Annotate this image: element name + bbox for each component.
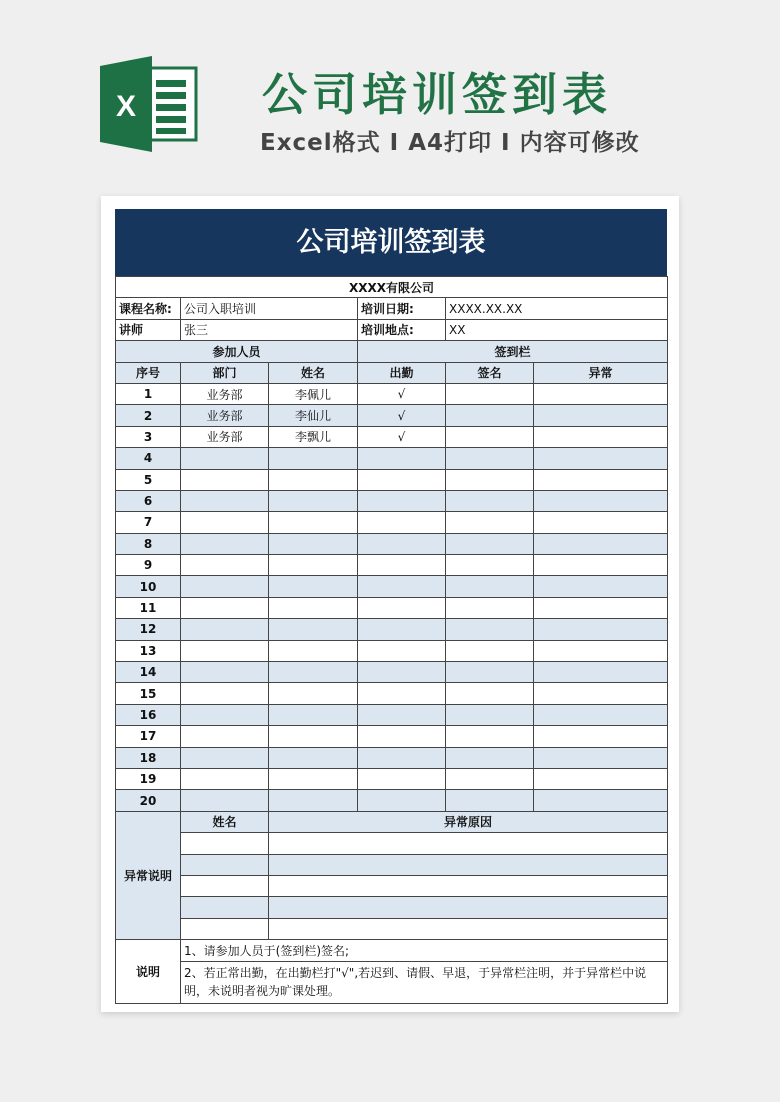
cell[interactable]: [358, 597, 446, 618]
cell[interactable]: 李飘儿: [269, 426, 358, 447]
cell[interactable]: [181, 490, 269, 511]
cell[interactable]: [446, 790, 534, 811]
cell[interactable]: [269, 448, 358, 469]
cell[interactable]: [534, 747, 668, 768]
cell[interactable]: [534, 533, 668, 554]
cell[interactable]: [181, 469, 269, 490]
anomaly-row: [116, 897, 668, 918]
cell[interactable]: [269, 662, 358, 683]
cell[interactable]: [269, 747, 358, 768]
anomaly-name-cell[interactable]: [181, 833, 269, 854]
anomaly-row: [116, 854, 668, 875]
table-row: [116, 469, 668, 490]
cell[interactable]: [358, 640, 446, 661]
cell[interactable]: [534, 576, 668, 597]
cell[interactable]: 业务部: [181, 426, 269, 447]
cell[interactable]: [446, 747, 534, 768]
sheet-title: 公司培训签到表: [115, 209, 667, 276]
cell: 2: [116, 405, 181, 426]
cell[interactable]: [181, 768, 269, 789]
cell[interactable]: [181, 683, 269, 704]
cell[interactable]: [446, 533, 534, 554]
place-label: 培训地点:: [358, 319, 446, 340]
cell[interactable]: [269, 619, 358, 640]
cell[interactable]: [446, 555, 534, 576]
cell: 17: [116, 726, 181, 747]
anomaly-reason-cell[interactable]: [269, 897, 668, 918]
cell[interactable]: [269, 533, 358, 554]
table-row: [116, 640, 668, 661]
lecturer-label: 讲师: [116, 319, 181, 340]
cell[interactable]: [446, 490, 534, 511]
svg-text:X: X: [115, 90, 137, 123]
cell[interactable]: [446, 469, 534, 490]
cell[interactable]: [269, 555, 358, 576]
cell[interactable]: [446, 768, 534, 789]
cell[interactable]: [446, 448, 534, 469]
cell[interactable]: [534, 726, 668, 747]
cell[interactable]: [269, 490, 358, 511]
cell[interactable]: [534, 640, 668, 661]
table-row: [116, 683, 668, 704]
cell[interactable]: [181, 726, 269, 747]
cell[interactable]: [534, 790, 668, 811]
cell[interactable]: [269, 790, 358, 811]
cell[interactable]: [446, 704, 534, 725]
cell[interactable]: [534, 555, 668, 576]
cell[interactable]: [358, 490, 446, 511]
cell[interactable]: [269, 640, 358, 661]
cell: 7: [116, 512, 181, 533]
cell: 19: [116, 768, 181, 789]
note-1: 1、请参加人员于(签到栏)签名;: [181, 940, 668, 961]
table-row: [116, 704, 668, 725]
cell[interactable]: [358, 448, 446, 469]
table-row: [116, 448, 668, 469]
cell: 3: [116, 426, 181, 447]
cell[interactable]: [534, 426, 668, 447]
cell[interactable]: [446, 619, 534, 640]
cell[interactable]: [534, 597, 668, 618]
cell[interactable]: 李仙儿: [269, 405, 358, 426]
cell[interactable]: [181, 533, 269, 554]
cell[interactable]: [269, 704, 358, 725]
page-title: 公司培训签到表: [262, 68, 613, 121]
cell[interactable]: [446, 512, 534, 533]
cell[interactable]: [181, 555, 269, 576]
cell[interactable]: [358, 747, 446, 768]
excel-icon: [100, 56, 200, 152]
anomaly-reason-header: 异常原因: [269, 811, 668, 832]
cell: 9: [116, 555, 181, 576]
cell: 4: [116, 448, 181, 469]
table-row: [116, 490, 668, 511]
anomaly-name-cell[interactable]: [181, 854, 269, 875]
cell[interactable]: [181, 704, 269, 725]
cell[interactable]: [181, 662, 269, 683]
date-label: 培训日期:: [358, 298, 446, 319]
cell[interactable]: [181, 597, 269, 618]
cell[interactable]: [358, 576, 446, 597]
table-row: [116, 576, 668, 597]
cell[interactable]: [358, 512, 446, 533]
anomaly-reason-cell[interactable]: [269, 833, 668, 854]
cell[interactable]: √: [358, 405, 446, 426]
cell: 6: [116, 490, 181, 511]
cell[interactable]: [181, 448, 269, 469]
column-header: 出勤: [358, 362, 446, 383]
cell[interactable]: [534, 448, 668, 469]
column-header: 部门: [181, 362, 269, 383]
cell[interactable]: [534, 619, 668, 640]
cell[interactable]: [269, 576, 358, 597]
cell[interactable]: [269, 512, 358, 533]
anomaly-name-cell[interactable]: [181, 875, 269, 896]
cell[interactable]: [446, 426, 534, 447]
notes-label: 说明: [116, 940, 181, 1003]
cell[interactable]: [181, 790, 269, 811]
cell[interactable]: [534, 662, 668, 683]
cell[interactable]: [358, 790, 446, 811]
table-row: [116, 426, 668, 447]
column-header: 异常: [534, 362, 668, 383]
section-participants: 参加人员: [116, 341, 358, 362]
cell[interactable]: [534, 512, 668, 533]
cell[interactable]: [269, 768, 358, 789]
signin-table: [115, 276, 668, 1004]
anomaly-label: 异常说明: [116, 811, 181, 939]
anomaly-name-cell[interactable]: [181, 918, 269, 939]
cell[interactable]: [181, 512, 269, 533]
cell: 20: [116, 790, 181, 811]
cell[interactable]: [446, 383, 534, 404]
cell[interactable]: [534, 704, 668, 725]
cell[interactable]: [534, 683, 668, 704]
table-row: [116, 768, 668, 789]
cell[interactable]: [446, 640, 534, 661]
cell[interactable]: [181, 747, 269, 768]
cell[interactable]: [446, 662, 534, 683]
anomaly-reason-cell[interactable]: [269, 918, 668, 939]
table-row: [116, 533, 668, 554]
cell[interactable]: [181, 619, 269, 640]
table-row: [116, 405, 668, 426]
cell[interactable]: [534, 768, 668, 789]
cell: 5: [116, 469, 181, 490]
anomaly-row: [116, 918, 668, 939]
page-subtitle: Excel格式 I A4打印 I 内容可修改: [260, 130, 640, 156]
cell[interactable]: [358, 726, 446, 747]
place-value[interactable]: XX: [446, 319, 668, 340]
cell: 8: [116, 533, 181, 554]
table-row: [116, 790, 668, 811]
anomaly-name-cell[interactable]: [181, 897, 269, 918]
cell[interactable]: [446, 726, 534, 747]
table-row: [116, 619, 668, 640]
anomaly-row: [116, 833, 668, 854]
cell: 1: [116, 383, 181, 404]
table-row: [116, 726, 668, 747]
table-row: [116, 597, 668, 618]
cell[interactable]: [358, 683, 446, 704]
lecturer-value[interactable]: 张三: [181, 319, 358, 340]
note-2: 2、若正常出勤，在出勤栏打"√",若迟到、请假、早退，于异常栏注明，并于异常栏中说明，未说明者视为旷课处理。: [181, 961, 668, 1003]
cell[interactable]: √: [358, 383, 446, 404]
table-row: [116, 747, 668, 768]
cell[interactable]: [358, 619, 446, 640]
course-value[interactable]: 公司入职培训: [181, 298, 358, 319]
table-row: [116, 662, 668, 683]
anomaly-row: [116, 875, 668, 896]
cell[interactable]: [534, 490, 668, 511]
cell[interactable]: [269, 683, 358, 704]
cell: 11: [116, 597, 181, 618]
column-header: 签名: [446, 362, 534, 383]
column-header: 序号: [116, 362, 181, 383]
cell: 14: [116, 662, 181, 683]
cell[interactable]: 业务部: [181, 383, 269, 404]
cell[interactable]: √: [358, 426, 446, 447]
cell: 16: [116, 704, 181, 725]
date-value[interactable]: XXXX.XX.XX: [446, 298, 668, 319]
cell: 10: [116, 576, 181, 597]
company-name: XXXX有限公司: [116, 277, 668, 298]
cell: 18: [116, 747, 181, 768]
cell[interactable]: [534, 469, 668, 490]
cell[interactable]: [269, 597, 358, 618]
cell: 13: [116, 640, 181, 661]
cell[interactable]: [446, 683, 534, 704]
anomaly-reason-cell[interactable]: [269, 854, 668, 875]
table-row: [116, 555, 668, 576]
cell[interactable]: [534, 405, 668, 426]
column-header: 姓名: [269, 362, 358, 383]
anomaly-name-header: 姓名: [181, 811, 269, 832]
cell[interactable]: [358, 555, 446, 576]
cell[interactable]: [181, 640, 269, 661]
cell[interactable]: [269, 726, 358, 747]
cell[interactable]: [181, 576, 269, 597]
cell[interactable]: 李佩儿: [269, 383, 358, 404]
table-row: [116, 512, 668, 533]
cell: 12: [116, 619, 181, 640]
cell[interactable]: [358, 662, 446, 683]
cell[interactable]: [534, 383, 668, 404]
cell[interactable]: [446, 597, 534, 618]
cell[interactable]: [358, 768, 446, 789]
cell[interactable]: [358, 704, 446, 725]
cell: 15: [116, 683, 181, 704]
table-row: [116, 383, 668, 404]
cell[interactable]: [269, 469, 358, 490]
section-signin: 签到栏: [358, 341, 668, 362]
cell[interactable]: [446, 576, 534, 597]
anomaly-reason-cell[interactable]: [269, 875, 668, 896]
cell[interactable]: [358, 469, 446, 490]
cell[interactable]: [446, 405, 534, 426]
course-label: 课程名称:: [116, 298, 181, 319]
cell[interactable]: 业务部: [181, 405, 269, 426]
cell[interactable]: [358, 533, 446, 554]
